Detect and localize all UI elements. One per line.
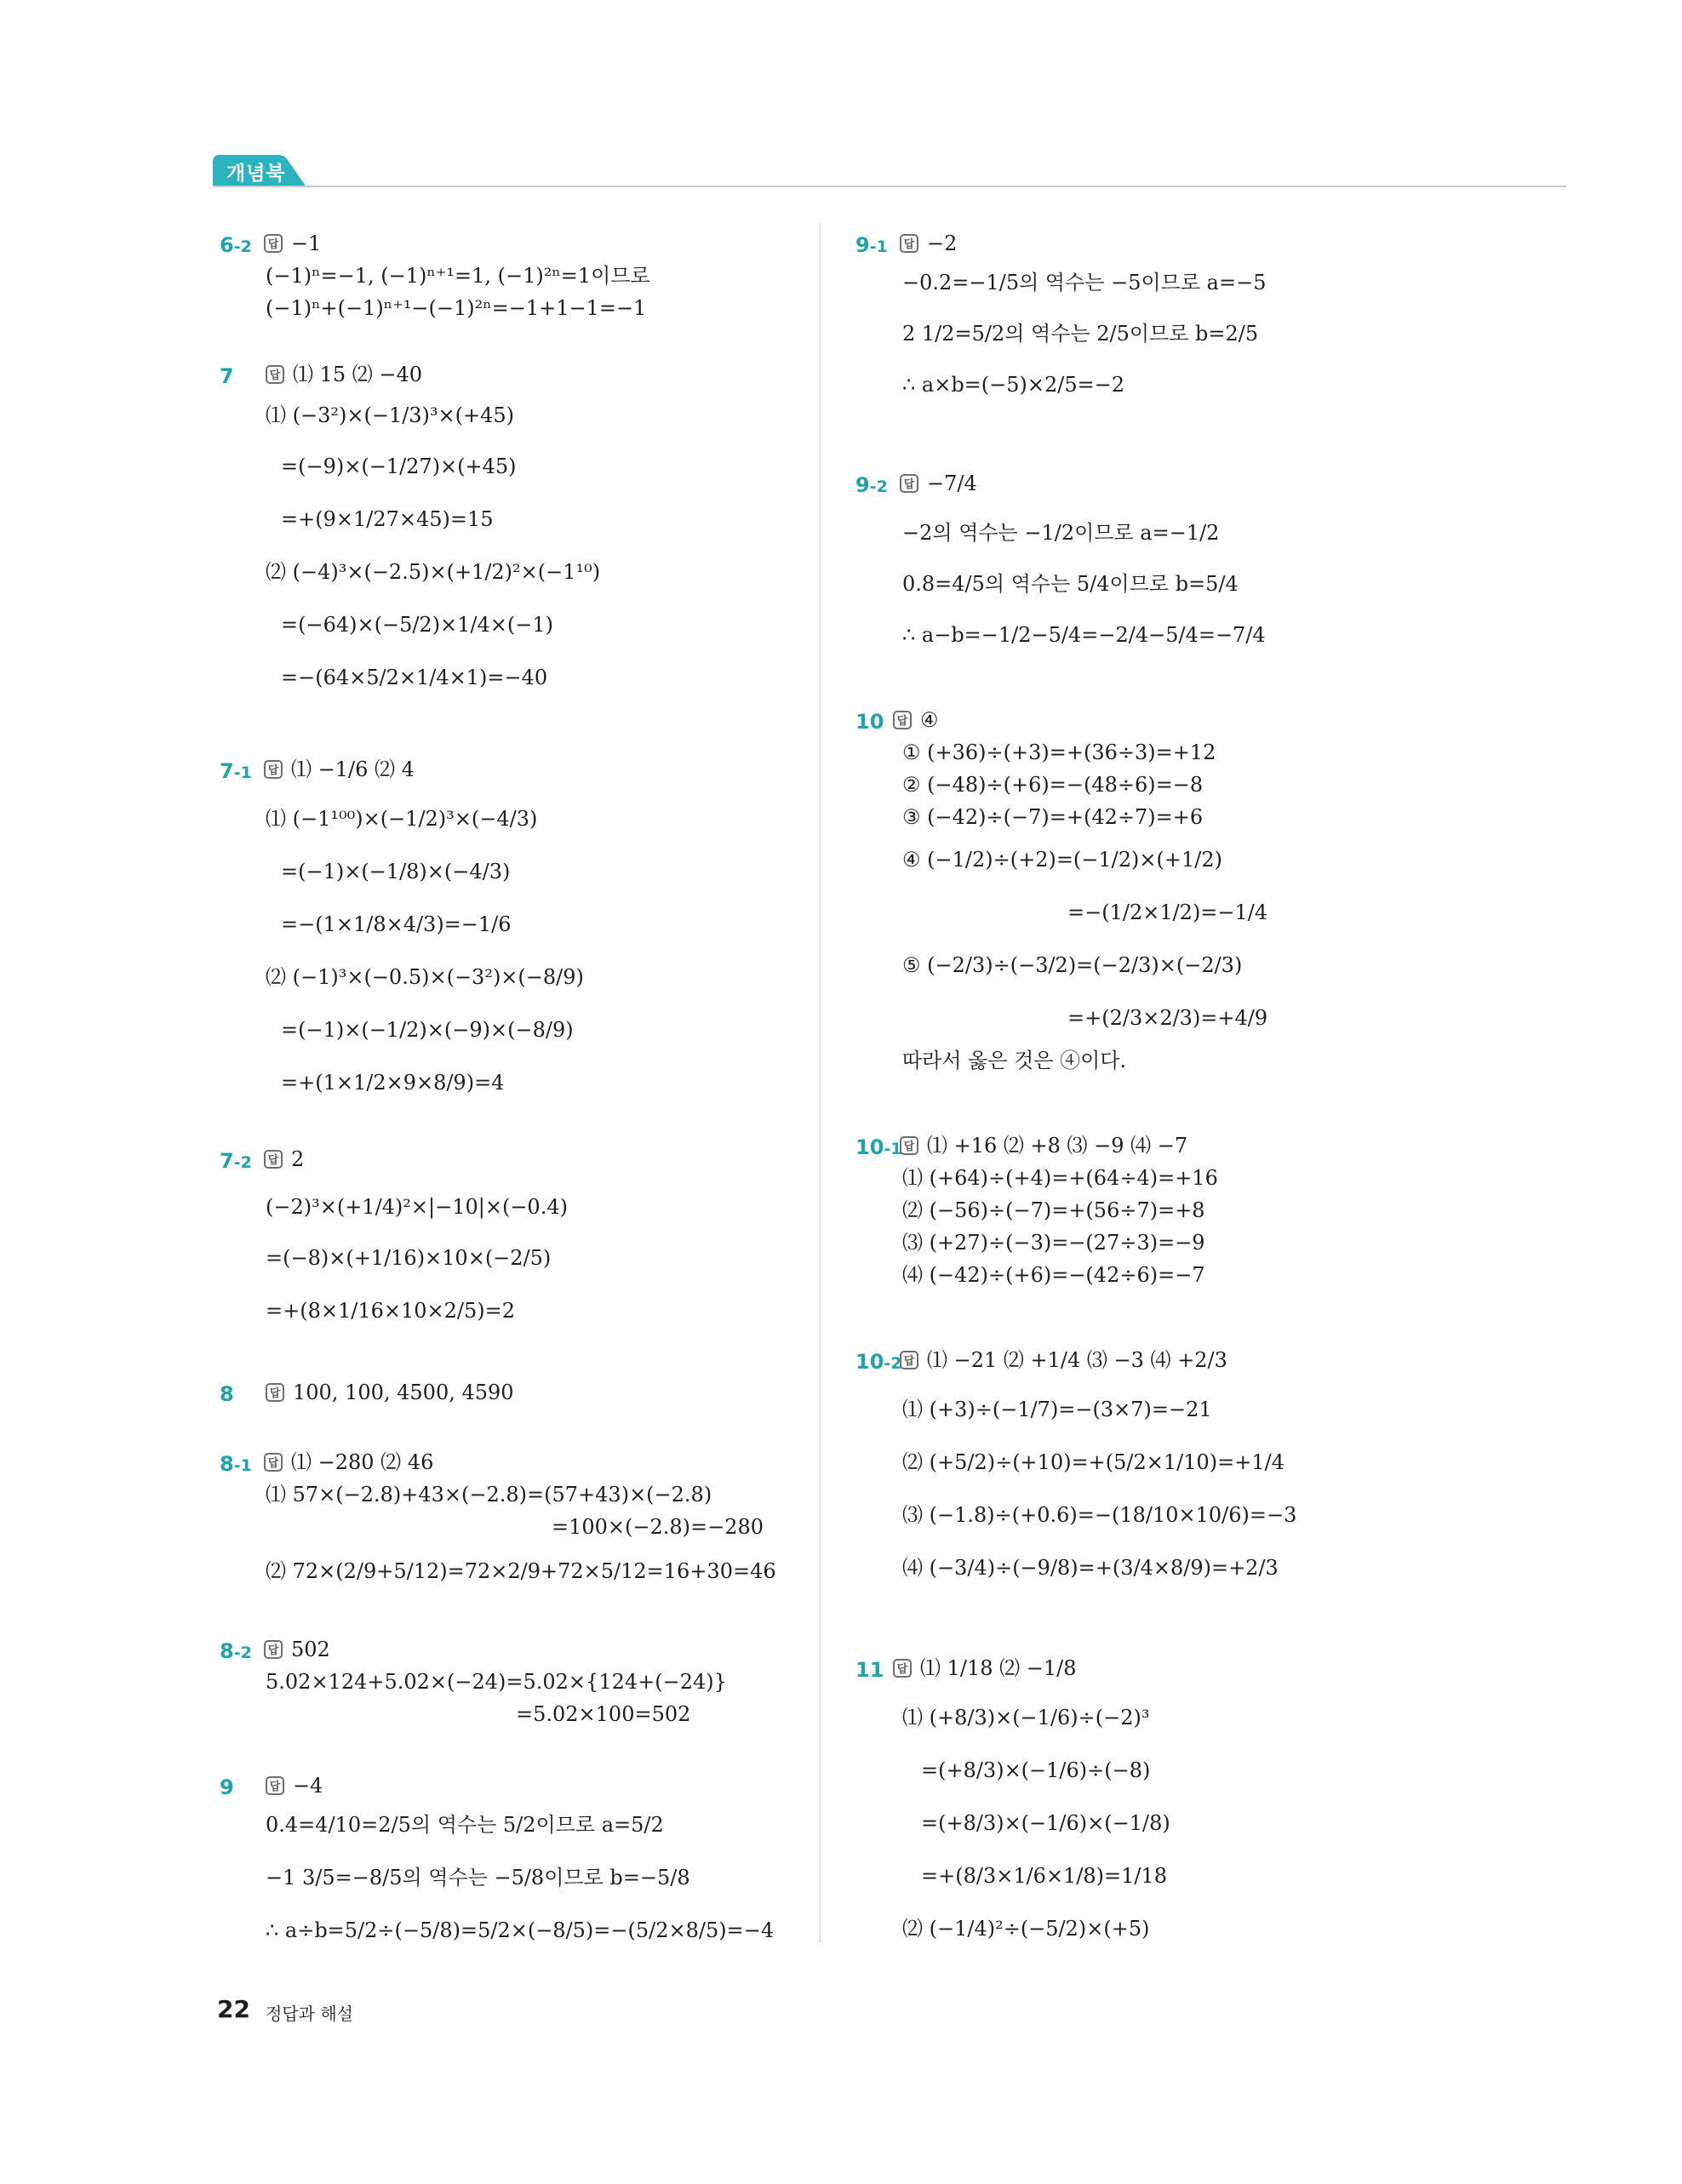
problem-number: 10-1	[855, 1135, 902, 1159]
solution-line: ① (+36)÷(+3)=+(36÷3)=+12	[902, 740, 1216, 764]
solution-line: 0.8=4/5의 역수는 5/4이므로 b=5/4	[902, 572, 1239, 596]
solution-line: −0.2=−1/5의 역수는 −5이므로 a=−5	[902, 271, 1267, 294]
problem-number: 11	[855, 1658, 884, 1682]
problem-sub-number: -2	[233, 1153, 252, 1172]
answer-text: −4	[293, 1774, 323, 1798]
solution-line: ③ (−42)÷(−7)=+(42÷7)=+6	[902, 805, 1204, 829]
answer-text: ④	[920, 708, 939, 732]
solution-line: ⑴ (+8/3)×(−1/6)÷(−2)³	[902, 1706, 1150, 1729]
solution-line: =(−8)×(+1/16)×10×(−2/5)	[266, 1246, 552, 1270]
problem-number: 7	[220, 364, 234, 388]
problem-sub-number: -2	[869, 477, 888, 496]
solution-line: (−1)ⁿ=−1, (−1)ⁿ⁺¹=1, (−1)²ⁿ=1이므로	[266, 264, 650, 288]
problem-number: 7-2	[220, 1149, 252, 1173]
solution-line: ⑶ (−1.8)÷(+0.6)=−(18/10×10/6)=−3	[902, 1503, 1297, 1527]
answer-row	[900, 1347, 1227, 1373]
solution-line: ⑴ (+3)÷(−1/7)=−(3×7)=−21	[902, 1398, 1212, 1421]
solution-line: =(−1)×(−1/8)×(−4/3)	[281, 860, 511, 883]
solution-line: ∴ a−b=−1/2−5/4=−2/4−5/4=−7/4	[902, 623, 1266, 647]
solution-line: ⑤ (−2/3)÷(−3/2)=(−2/3)×(−2/3)	[902, 953, 1243, 977]
problem-number: 10-2	[855, 1350, 902, 1374]
answer-badge-icon: 답	[893, 1659, 912, 1678]
section-tag	[213, 155, 306, 187]
answer-row	[900, 471, 977, 496]
answer-text: ⑴ 15 ⑵ −40	[293, 363, 423, 386]
answer-text: 502	[291, 1638, 330, 1661]
answer-row	[264, 757, 415, 782]
solution-line: ⑵ (−1)³×(−0.5)×(−3²)×(−8/9)	[266, 965, 584, 989]
answer-badge-icon: 답	[264, 1150, 283, 1169]
answer-badge-icon: 답	[264, 1453, 283, 1472]
answer-row	[266, 1380, 514, 1405]
solution-line: ④ (−1/2)÷(+2)=(−1/2)×(+1/2)	[902, 848, 1222, 872]
answer-row	[264, 1637, 330, 1662]
solution-line: =−(1×1/8×4/3)=−1/6	[281, 912, 512, 936]
solution-line: −2의 역수는 −1/2이므로 a=−1/2	[902, 521, 1220, 545]
header-rule	[213, 186, 1566, 187]
answer-badge-icon: 답	[264, 1640, 283, 1659]
solution-line: ∴ a×b=(−5)×2/5=−2	[902, 373, 1125, 397]
column-divider	[820, 223, 821, 1942]
answer-row	[266, 1773, 323, 1798]
solution-line: =−(64×5/2×1/4×1)=−40	[281, 666, 548, 689]
solution-line: (−1)ⁿ+(−1)ⁿ⁺¹−(−1)²ⁿ=−1+1−1=−1	[266, 296, 647, 320]
answer-text: ⑴ −21 ⑵ +1/4 ⑶ −3 ⑷ +2/3	[927, 1348, 1227, 1372]
solution-line: =+(8/3×1/6×1/8)=1/18	[921, 1864, 1168, 1888]
problem-number: 7-1	[220, 759, 252, 783]
solution-line: ⑵ 72×(2/9+5/12)=72×2/9+72×5/12=16+30=46	[266, 1559, 776, 1583]
solution-line: ⑴ (+64)÷(+4)=+(64÷4)=+16	[902, 1166, 1218, 1190]
answer-text: ⑴ −1/6 ⑵ 4	[291, 758, 415, 781]
solution-line: =−(1/2×1/2)=−1/4	[1067, 900, 1268, 924]
problem-sub-number: -2	[233, 1644, 252, 1662]
problem-sub-number: -1	[233, 1456, 252, 1475]
problem-sub-number: -1	[884, 1140, 902, 1158]
answer-row	[900, 1133, 1187, 1158]
problem-number: 10	[855, 710, 884, 734]
solution-line: ⑵ (+5/2)÷(+10)=+(5/2×1/10)=+1/4	[902, 1450, 1284, 1474]
solution-line: ⑷ (−3/4)÷(−9/8)=+(3/4×8/9)=+2/3	[902, 1556, 1279, 1580]
solution-line: ⑵ (−1/4)²÷(−5/2)×(+5)	[902, 1917, 1150, 1941]
solution-line: 0.4=4/10=2/5의 역수는 5/2이므로 a=5/2	[266, 1813, 664, 1837]
solution-line: =(−9)×(−1/27)×(+45)	[281, 455, 517, 478]
answer-badge-icon: 답	[900, 1136, 918, 1155]
problem-sub-number: -2	[233, 237, 252, 256]
solution-line: =(−1)×(−1/2)×(−9)×(−8/9)	[281, 1018, 574, 1042]
solution-line: =+(9×1/27×45)=15	[281, 507, 494, 531]
answer-row	[264, 1449, 433, 1475]
answer-row	[900, 231, 957, 256]
solution-line: ⑴ (−1¹⁰⁰)×(−1/2)³×(−4/3)	[266, 807, 538, 831]
solution-line: ⑵ (−56)÷(−7)=+(56÷7)=+8	[902, 1198, 1205, 1222]
solution-line: ② (−48)÷(+6)=−(48÷6)=−8	[902, 773, 1204, 797]
answer-text: 2	[291, 1147, 305, 1171]
answer-row	[266, 362, 422, 387]
solution-line: =+(1×1/2×9×8/9)=4	[281, 1071, 505, 1095]
answer-badge-icon: 답	[893, 711, 912, 729]
footer-label: 정답과 해설	[266, 2004, 353, 2024]
answer-text: ⑴ 1/18 ⑵ −1/8	[920, 1656, 1077, 1680]
problem-sub-number: -1	[233, 763, 252, 782]
problem-sub-number: -1	[869, 237, 888, 256]
answer-badge-icon: 답	[264, 234, 283, 253]
solution-line: =100×(−2.8)=−280	[552, 1515, 764, 1539]
answer-text: −2	[927, 232, 958, 255]
problem-sub-number: -2	[884, 1354, 902, 1373]
solution-line: =5.02×100=502	[516, 1702, 691, 1726]
answer-badge-icon: 답	[900, 1351, 918, 1369]
solution-line: =(+8/3)×(−1/6)×(−1/8)	[921, 1811, 1170, 1835]
answer-row	[893, 1655, 1077, 1681]
answer-row	[893, 707, 939, 733]
solution-line: =+(2/3×2/3)=+4/9	[1067, 1006, 1268, 1030]
answer-badge-icon: 답	[264, 760, 283, 779]
answer-row	[264, 231, 321, 256]
solution-line: =+(8×1/16×10×2/5)=2	[266, 1299, 515, 1323]
problem-number: 9-1	[855, 233, 888, 257]
solution-line: ⑴ (−3²)×(−1/3)³×(+45)	[266, 403, 515, 427]
problem-number: 8	[220, 1382, 234, 1406]
solution-line: ⑵ (−4)³×(−2.5)×(+1/2)²×(−1¹⁰)	[266, 560, 601, 584]
solution-line: ⑶ (+27)÷(−3)=−(27÷3)=−9	[902, 1231, 1205, 1255]
answer-badge-icon: 답	[900, 234, 918, 253]
answer-text: −1	[291, 232, 322, 255]
answer-text: −7/4	[927, 472, 977, 495]
solution-line: ⑷ (−42)÷(+6)=−(42÷6)=−7	[902, 1263, 1205, 1287]
solution-line: ⑴ 57×(−2.8)+43×(−2.8)=(57+43)×(−2.8)	[266, 1483, 712, 1507]
problem-number: 8-1	[220, 1452, 252, 1476]
answer-badge-icon: 답	[266, 1776, 284, 1795]
answer-badge-icon: 답	[266, 365, 284, 384]
solution-line: 따라서 옳은 것은 ④이다.	[902, 1049, 1127, 1072]
solution-line: (−2)³×(+1/4)²×|−10|×(−0.4)	[266, 1195, 568, 1219]
section-tag-label: 개념북	[226, 163, 286, 185]
page-number: 22	[217, 1995, 250, 2023]
solution-line: 5.02×124+5.02×(−24)=5.02×{124+(−24)}	[266, 1670, 727, 1694]
problem-number: 8-2	[220, 1639, 252, 1663]
solution-line: −1 3/5=−8/5의 역수는 −5/8이므로 b=−5/8	[266, 1866, 690, 1890]
answer-badge-icon: 답	[266, 1383, 284, 1402]
answer-text: 100, 100, 4500, 4590	[293, 1381, 514, 1404]
solution-line: 2 1/2=5/2의 역수는 2/5이므로 b=2/5	[902, 322, 1259, 346]
answer-row	[264, 1146, 304, 1172]
answer-text: ⑴ −280 ⑵ 46	[291, 1450, 434, 1474]
problem-number: 9-2	[855, 473, 888, 497]
solution-line: =(−64)×(−5/2)×1/4×(−1)	[281, 613, 554, 637]
problem-number: 9	[220, 1775, 234, 1799]
solution-line: =(+8/3)×(−1/6)÷(−8)	[921, 1758, 1151, 1782]
solution-line: ∴ a÷b=5/2÷(−5/8)=5/2×(−8/5)=−(5/2×8/5)=−4	[266, 1918, 775, 1942]
answer-text: ⑴ +16 ⑵ +8 ⑶ −9 ⑷ −7	[927, 1134, 1188, 1158]
problem-number: 6-2	[220, 233, 252, 257]
answer-badge-icon: 답	[900, 474, 918, 493]
